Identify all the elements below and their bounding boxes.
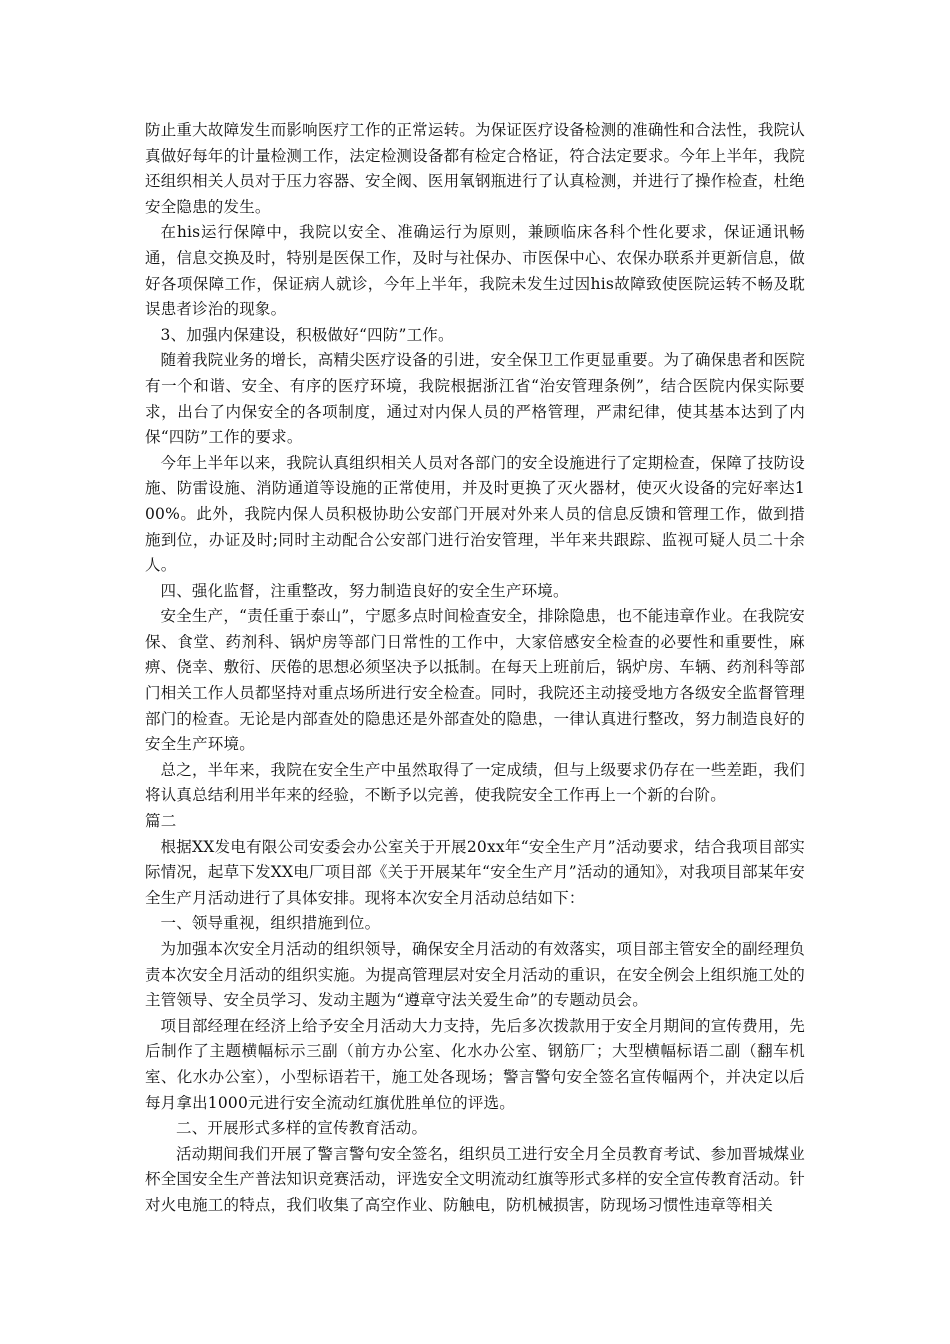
document-body <box>145 118 805 1219</box>
paragraph: 活动期间我们开展了警言警句安全签名，组织员工进行安全月全员教育考试、参加晋城煤业杯全国安全生产普法知识竞赛活动，评选安全文明流动红旗等形式多样的安全宣传教育活动。针对火电施工的特点，我们收集了高空作业、防触电，防机械损害，防现场习惯性违章等相关 <box>145 1144 805 1214</box>
paragraph: 在his运行保障中，我院以安全、准确运行为原则，兼顾临床各科个性化要求，保证通讯畅通，信息交换及时，特别是医保工作，及时与社保办、市医保中心、农保办联系并更新信息，做好各项保障工作，保证病人就诊，今年上半年，我院未发生过因his故障致使医院运转不畅及耽误患者诊治的现象。 <box>145 223 805 319</box>
paragraph: 今年上半年以来，我院认真组织相关人员对各部门的安全设施进行了定期检查，保障了技防设施、防雷设施、消防通道等设施的正常使用，并及时更换了灭火器材，使灭火设备的完好率达100%。此外，我院内保人员积极协助公安部门开展对外来人员的信息反馈和管理工作，做到措施到位，办证及时;同时主动配合公安部门进行治安管理，半年来共跟踪、监视可疑人员二十余人。 <box>145 453 805 575</box>
paragraph: 总之，半年来，我院在安全生产中虽然取得了一定成绩，但与上级要求仍存在一些差距，我们将认真总结利用半年来的经验，不断予以完善，使我院安全工作再上一个新的台阶。 <box>145 760 805 805</box>
paragraph: 防止重大故障发生而影响医疗工作的正常运转。为保证医疗设备检测的准确性和合法性，我院认真做好每年的计量检测工作，法定检测设备都有检定合格证，符合法定要求。今年上半年，我院还组织相关人员对于压力容器、安全阀、医用氧钢瓶进行了认真检测，并进行了操作检查，杜绝安全隐患的发生。 <box>145 121 805 216</box>
paragraph: 随着我院业务的增长，高精尖医疗设备的引进，安全保卫工作更显重要。为了确保患者和医院有一个和谐、安全、有序的医疗环境，我院根据浙江省“治安管理条例”，结合医院内保实际要求，出台了内保安全的各项制度，通过对内保人员的严格管理，严肃纪律，使其基本达到了内保“四防”工作的要求。 <box>145 351 805 447</box>
paragraph: 项目部经理在经济上给予安全月活动大力支持，先后多次拨款用于安全月期间的宣传费用，先后制作了主题横幅标示三副（前方办公室、化水办公室、钢筋厂；大型横幅标语二副（翻车机室、化水办公室），小型标语若干，施工处各现场；警言警句安全签名宣传幅两个，并决定以后每月拿出1000元进行安全流动红旗优胜单位的评选。 <box>145 1016 805 1112</box>
paragraph: 为加强本次安全月活动的组织领导，确保安全月活动的有效落实，项目部主管安全的副经理负责本次安全月活动的组织实施。为提高管理层对安全月活动的重识，在安全例会上组织施工处的主管领导、安全员学习、发动主题为“遵章守法关爱生命”的专题动员会。 <box>145 940 805 1010</box>
paragraph: 安全生产，“责任重于泰山”，宁愿多点时间检查安全，排除隐患，也不能违章作业。在我院安保、食堂、药剂科、锅炉房等部门日常性的工作中，大家倍感安全检查的必要性和重要性，麻痹、侥幸、敷衍、厌倦的思想必须坚决予以抵制。在每天上班前后，锅炉房、车辆、药剂科等部门相关工作人员都坚持对重点场所进行安全检查。同时，我院还主动接受地方各级安全监督管理部门的检查。无论是内部查处的隐患还是外部查处的隐患，一律认真进行整改，努力制造良好的安全生产环境。 <box>145 607 805 754</box>
section-heading: 四、强化监督，注重整改，努力制造良好的安全生产环境。 <box>160 581 569 600</box>
paragraph: 根据XX发电有限公司安委会办公室关于开展20xx年“安全生产月”活动要求，结合我项目部实际情况，起草下发XX电厂项目部《关于开展某年“安全生产月”活动的通知》，对我项目部某年安全生产月活动进行了具体安排。现将本次安全月活动总结如下： <box>145 837 805 907</box>
section-heading: 一、领导重视，组织措施到位。 <box>160 914 381 933</box>
section-heading: 二、开展形式多样的宣传教育活动。 <box>176 1119 428 1138</box>
part-heading: 篇二 <box>145 812 177 831</box>
section-heading: 3、加强内保建设，积极做好“四防”工作。 <box>160 325 454 344</box>
